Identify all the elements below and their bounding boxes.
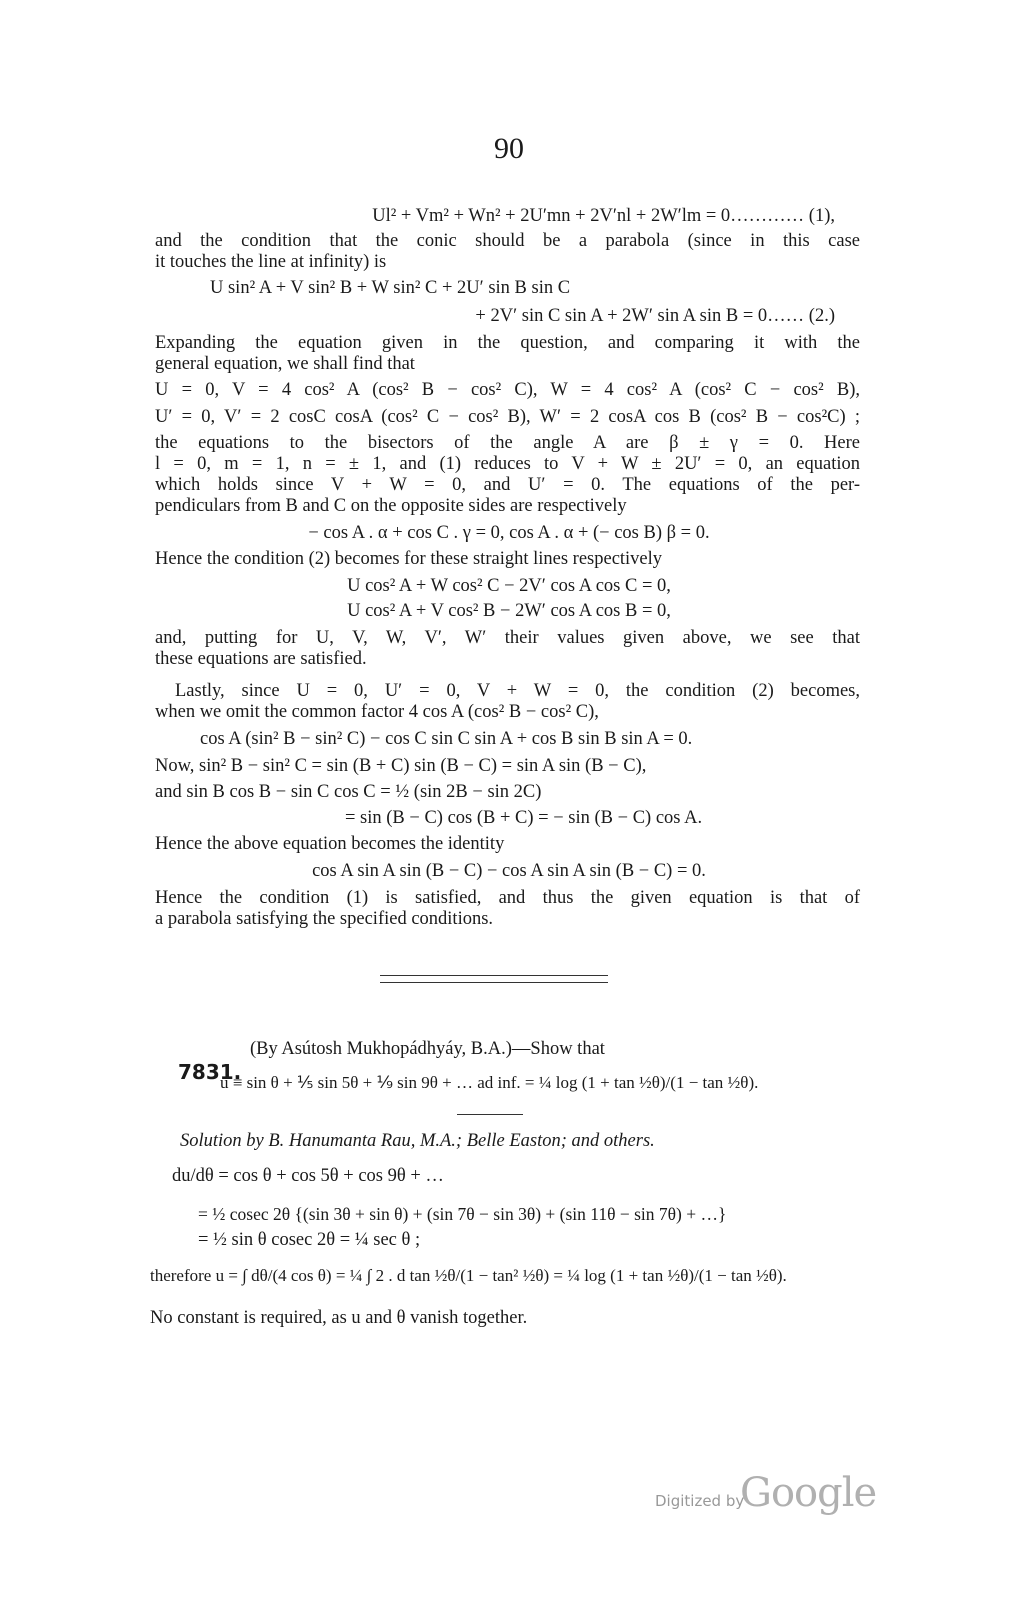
solution-byline: Solution by B. Hanumanta Rau, M.A.; Belle Easton; and others. [180, 1131, 655, 1151]
text-line: which holds since V + W = 0, and U′ = 0. The equations of the per- [155, 475, 860, 495]
equation-line: U = 0, V = 4 cos² A (cos² B − cos² C), W = 4 cos² A (cos² C − cos² B), [155, 380, 860, 400]
equation-line: = ½ sin θ cosec 2θ = ¼ sec θ ; [198, 1230, 421, 1250]
text-line: and, putting for U, V, W, V′, W′ their values given above, we see that [155, 628, 860, 648]
text-line: No constant is required, as u and θ vanish together. [150, 1308, 528, 1328]
problem-number: 7831. [178, 1060, 242, 1084]
text-line: Hence the condition (1) is satisfied, and thus the given equation is that of [155, 888, 860, 908]
equation-line: Now, sin² B − sin² C = sin (B + C) sin (B − C) = sin A sin (B − C), [155, 756, 647, 776]
equation-line: therefore u = ∫ dθ/(4 cos θ) = ¼ ∫ 2 . d tan ½θ/(1 − tan² ½θ) = ¼ log (1 + tan ½θ)/(1 − tan ½θ). [150, 1266, 787, 1285]
google-logo: Google [740, 1470, 877, 1516]
short-rule [457, 1114, 523, 1115]
equation-line: U′ = 0, V′ = 2 cosC cosA (cos² C − cos² B), W′ = 2 cosA cos B (cos² B − cos²C) ; [155, 407, 860, 427]
text-line: Hence the condition (2) becomes for these straight lines respectively [155, 549, 663, 569]
text-line: pendiculars from B and C on the opposite sides are respectively [155, 496, 627, 516]
digitized-by-label: Digitized by [655, 1492, 745, 1510]
problem-statement: (By Asútosh Mukhopádhyáy, B.A.)—Show that [250, 1039, 605, 1059]
equation-line: Ul² + Vm² + Wn² + 2U′mn + 2V′nl + 2W′lm = 0………… (1), [372, 206, 835, 226]
equation-line: + 2V′ sin C sin A + 2W′ sin A sin B = 0…… (2.) [475, 306, 835, 326]
text-line: when we omit the common factor 4 cos A (cos² B − cos² C), [155, 702, 599, 722]
text-line: l = 0, m = 1, n = ± 1, and (1) reduces to V + W ± 2U′ = 0, an equation [155, 454, 860, 474]
text-line: and the condition that the conic should be a parabola (since in this case [155, 231, 860, 251]
equation-line: and sin B cos B − sin C cos C = ½ (sin 2B − sin 2C) [155, 782, 542, 802]
text-line: it touches the line at infinity) is [155, 252, 387, 272]
problem-equation: u ≡ sin θ + ⅕ sin 5θ + ⅑ sin 9θ + … ad inf. = ¼ log (1 + tan ½θ)/(1 − tan ½θ). [220, 1073, 759, 1092]
text-line: Expanding the equation given in the question, and comparing it with the [155, 333, 860, 353]
equation-line: cos A (sin² B − sin² C) − cos C sin C sin A + cos B sin B sin A = 0. [200, 729, 693, 749]
equation-line: − cos A . α + cos C . γ = 0, cos A . α + (− cos B) β = 0. [308, 523, 710, 543]
text-line: general equation, we shall find that [155, 354, 415, 374]
separator-rule [380, 975, 608, 976]
text-line: the equations to the bisectors of the angle A are β ± γ = 0. Here [155, 433, 860, 453]
page-number: 90 [494, 132, 524, 165]
equation-line: U sin² A + V sin² B + W sin² C + 2U′ sin B sin C [210, 278, 571, 298]
equation-line: = sin (B − C) cos (B + C) = − sin (B − C) cos A. [345, 808, 703, 828]
equation-line: U cos² A + W cos² C − 2V′ cos A cos C = 0, [347, 576, 671, 596]
text-line: Lastly, since U = 0, U′ = 0, V + W = 0, the condition (2) becomes, [175, 681, 860, 701]
separator-rule [380, 982, 608, 983]
text-line: these equations are satisfied. [155, 649, 367, 669]
text-line: a parabola satisfying the specified conditions. [155, 909, 494, 929]
equation-line: U cos² A + V cos² B − 2W′ cos A cos B = 0, [347, 601, 671, 621]
equation-line: du/dθ = cos θ + cos 5θ + cos 9θ + … [172, 1166, 444, 1186]
equation-line: = ½ cosec 2θ {(sin 3θ + sin θ) + (sin 7θ − sin 3θ) + (sin 11θ − sin 7θ) + …} [198, 1204, 727, 1224]
equation-line: cos A sin A sin (B − C) − cos A sin A sin (B − C) = 0. [312, 861, 706, 881]
text-line: Hence the above equation becomes the identity [155, 834, 505, 854]
